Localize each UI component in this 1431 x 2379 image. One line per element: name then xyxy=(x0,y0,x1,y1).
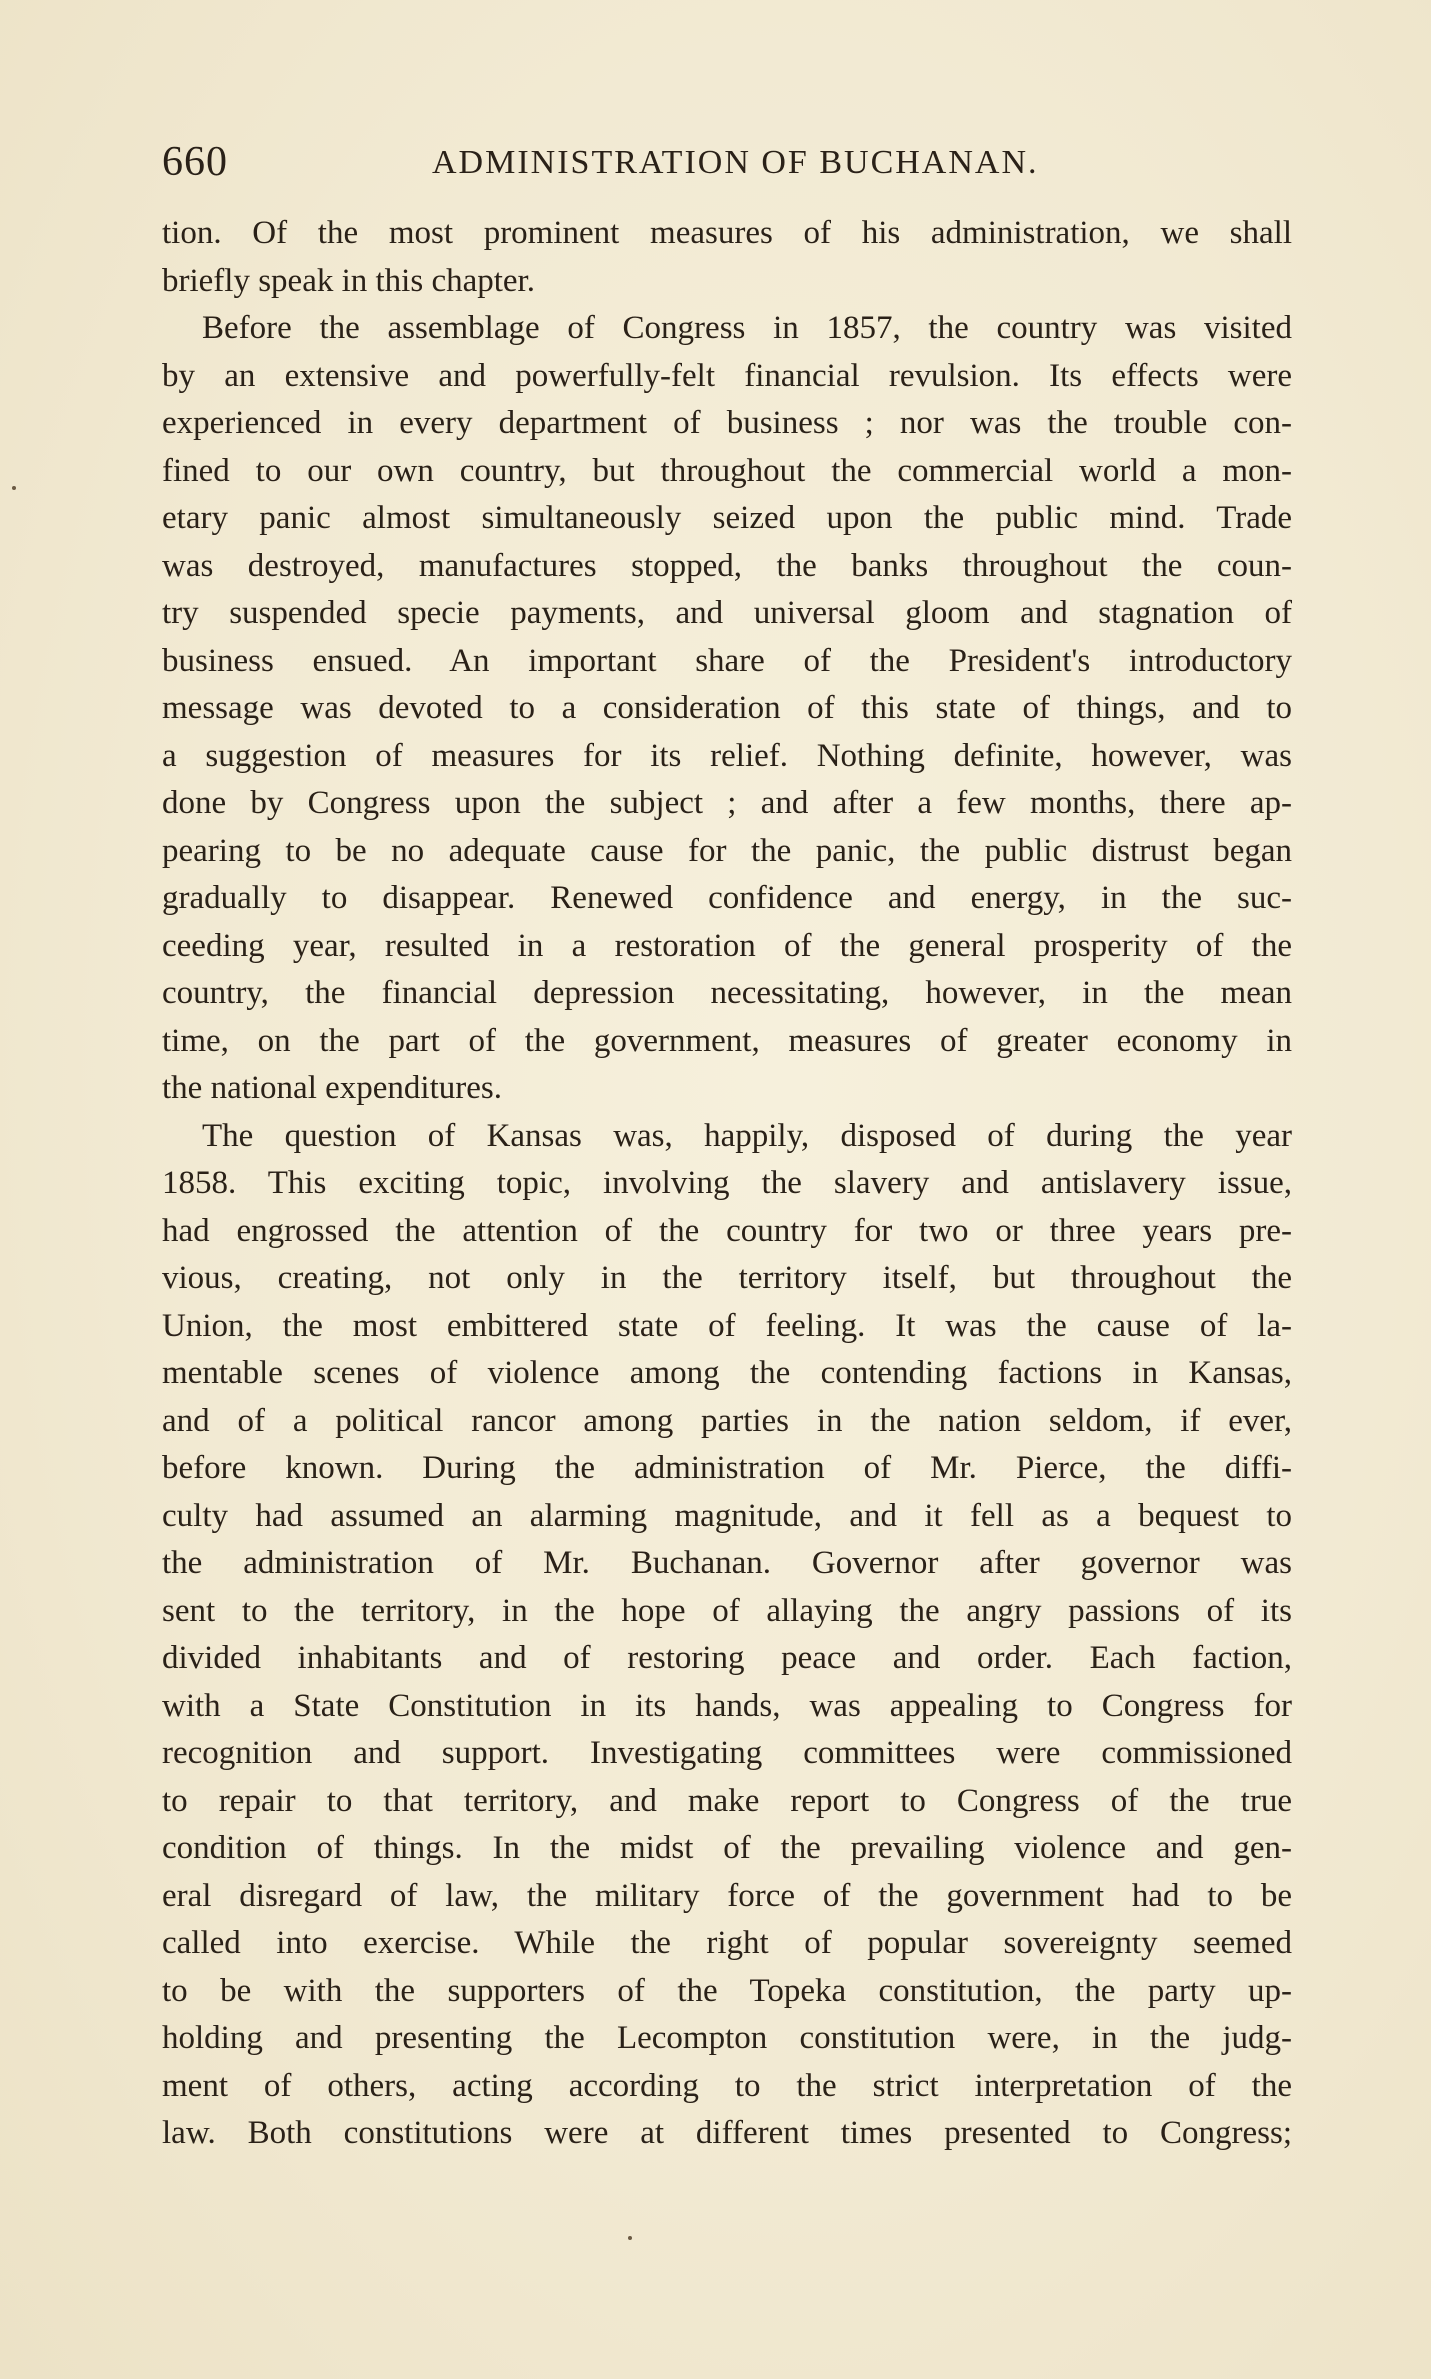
text-line: had engrossed the attention of the country for two or three years pre- xyxy=(162,1212,1292,1249)
text-line: vious, creating, not only in the territory itself, but throughout the xyxy=(162,1260,1292,1296)
text-line: recognition and support. Investigating committees were commissioned xyxy=(162,1735,1292,1771)
text-line: country, the financial depression necessitating, however, in the mean xyxy=(162,975,1292,1011)
text-line: called into exercise. While the right of popular sovereignty seemed xyxy=(162,1925,1292,1961)
text-line: Before the assemblage of Congress in 1857, the country was visited xyxy=(202,310,1292,346)
text-line: eral disregard of law, the military force of the government had to be xyxy=(162,1877,1292,1914)
text-line: the administration of Mr. Buchanan. Governor after governor was xyxy=(162,1545,1292,1581)
text-line: time, on the part of the government, measures of greater economy in xyxy=(162,1022,1292,1059)
text-line: by an extensive and powerfully-felt financial revulsion. Its effects were xyxy=(162,357,1292,394)
text-line: try suspended specie payments, and universal gloom and stagnation of xyxy=(162,595,1292,631)
text-line: business ensued. An important share of the President's introductory xyxy=(162,642,1292,679)
text-line: the national expenditures. xyxy=(162,1070,502,1106)
text-line: experienced in every department of business ; nor was the trouble con- xyxy=(162,405,1292,441)
text-line: holding and presenting the Lecompton constitution were, in the judg- xyxy=(162,2020,1292,2056)
text-line: culty had assumed an alarming magnitude, and it fell as a bequest to xyxy=(162,1497,1292,1534)
text-line: done by Congress upon the subject ; and after a few months, there ap- xyxy=(162,785,1292,821)
text-line: before known. During the administration of Mr. Pierce, the diffi- xyxy=(162,1450,1292,1486)
text-line: and of a political rancor among parties in the nation seldom, if ever, xyxy=(162,1402,1292,1439)
text-line: law. Both constitutions were at different times presented to Congress; xyxy=(162,2115,1292,2151)
page-header xyxy=(162,138,1292,188)
text-line: ment of others, acting according to the strict interpretation of the xyxy=(162,2067,1292,2104)
text-line: divided inhabitants and of restoring peace and order. Each faction, xyxy=(162,1640,1292,1676)
text-line: to be with the supporters of the Topeka constitution, the party up- xyxy=(162,1972,1292,2009)
page-number: 660 xyxy=(162,139,228,185)
body-text xyxy=(162,210,1292,2158)
text-line: mentable scenes of violence among the contending factions in Kansas, xyxy=(162,1355,1292,1391)
text-line: Union, the most embittered state of feeling. It was the cause of la- xyxy=(162,1307,1292,1344)
text-line: tion. Of the most prominent measures of his administration, we shall xyxy=(162,215,1292,251)
text-line: sent to the territory, in the hope of allaying the angry passions of its xyxy=(162,1592,1292,1629)
margin-speck xyxy=(628,2236,632,2240)
text-line: a suggestion of measures for its relief. Nothing definite, however, was xyxy=(162,737,1292,774)
text-line: message was devoted to a consideration of this state of things, and to xyxy=(162,690,1292,726)
text-line: pearing to be no adequate cause for the panic, the public distrust began xyxy=(162,832,1292,869)
text-line: with a State Constitution in its hands, was appealing to Congress for xyxy=(162,1687,1292,1724)
text-line: ceeding year, resulted in a restoration of the general prosperity of the xyxy=(162,927,1292,964)
text-line: briefly speak in this chapter. xyxy=(162,262,535,299)
text-line: 1858. This exciting topic, involving the slavery and antislavery issue, xyxy=(162,1165,1292,1201)
text-line: to repair to that territory, and make report to Congress of the true xyxy=(162,1782,1292,1819)
text-line: gradually to disappear. Renewed confidence and energy, in the suc- xyxy=(162,880,1292,916)
text-line: condition of things. In the midst of the prevailing violence and gen- xyxy=(162,1830,1292,1866)
text-line: was destroyed, manufactures stopped, the banks throughout the coun- xyxy=(162,547,1292,584)
margin-speck xyxy=(12,486,16,490)
running-head: ADMINISTRATION OF BUCHANAN. xyxy=(432,144,1039,181)
text-line: fined to our own country, but throughout the commercial world a mon- xyxy=(162,452,1292,489)
text-line: etary panic almost simultaneously seized upon the public mind. Trade xyxy=(162,500,1292,536)
text-line: The question of Kansas was, happily, disposed of during the year xyxy=(202,1117,1292,1154)
